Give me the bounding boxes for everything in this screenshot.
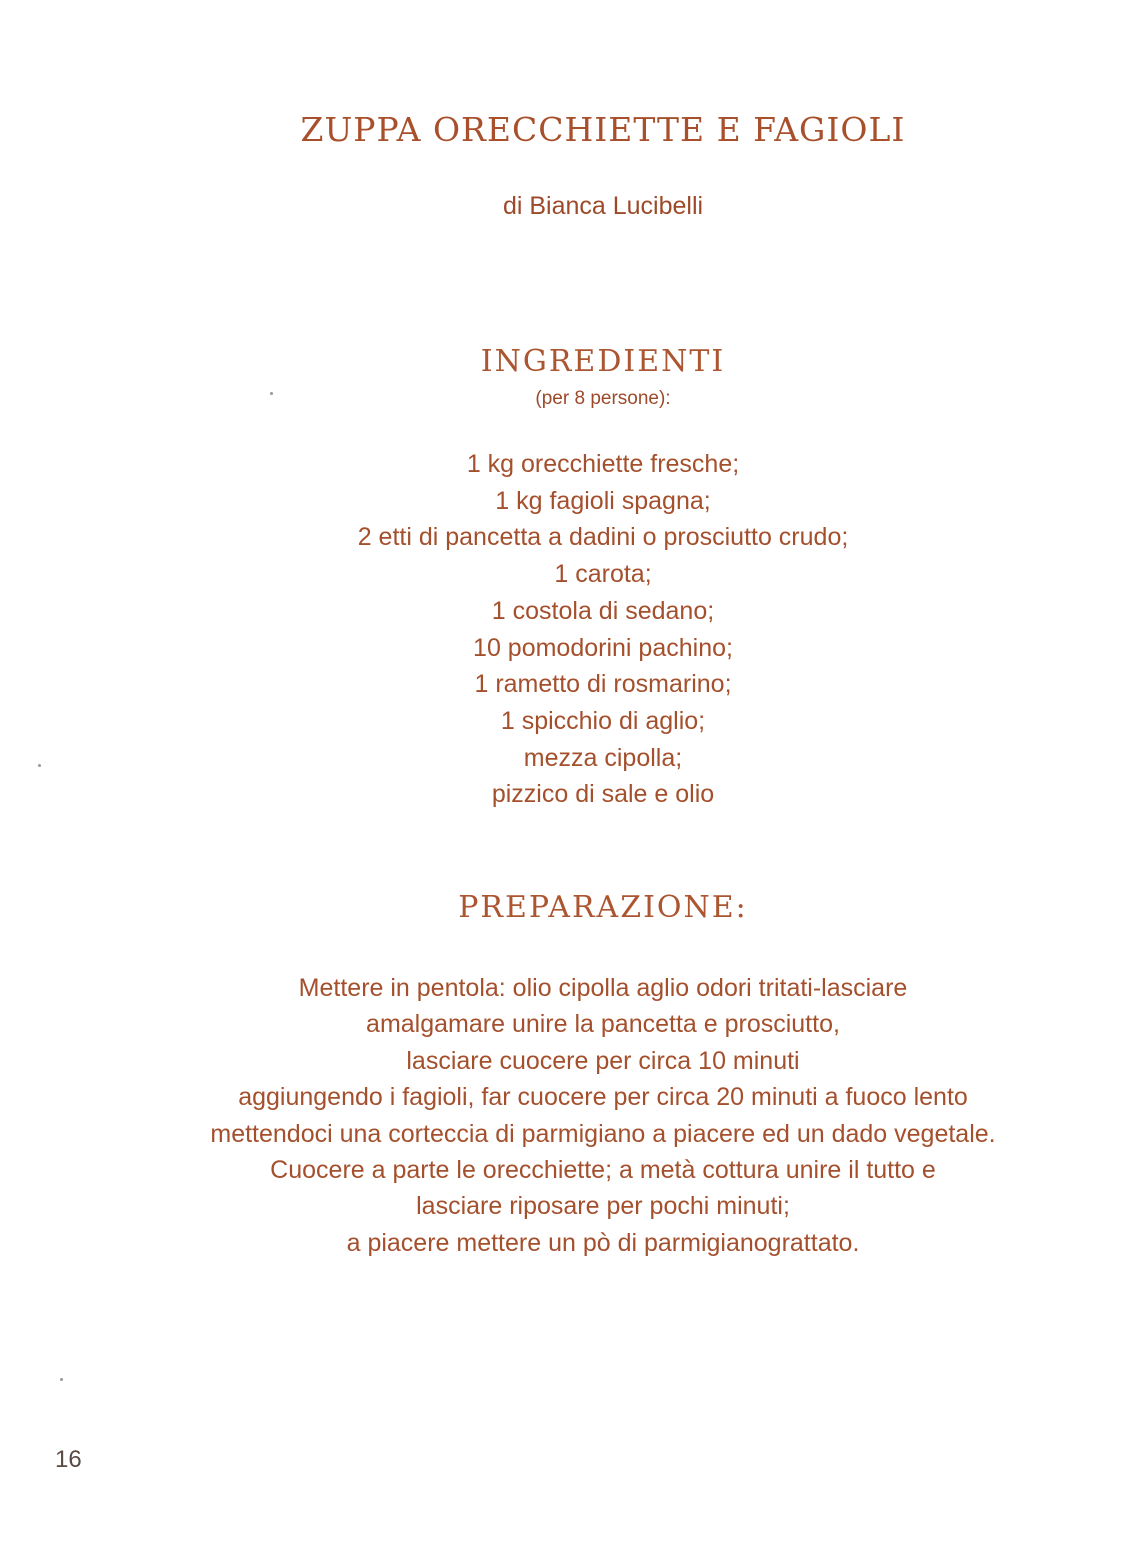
ingredient-item: 1 rametto di rosmarino; (474, 670, 732, 699)
scan-speck (270, 392, 273, 395)
ingredient-item: pizzico di sale e olio (491, 780, 715, 809)
preparation-text (0, 970, 1136, 1261)
preparation-line: lasciare cuocere per circa 10 minuti (406, 1046, 800, 1075)
page-number: 16 (55, 1446, 82, 1473)
servings-note: (per 8 persone): (535, 388, 671, 409)
scan-speck (38, 764, 41, 767)
recipe-title: ZUPPA ORECCHIETTE E FAGIOLI (300, 110, 906, 149)
ingredient-item: 10 pomodorini pachino; (473, 633, 733, 662)
preparation-line: Mettere in pentola: olio cipolla aglio odori tritati-lasciare (298, 974, 908, 1002)
ingredient-item: 1 carota; (554, 560, 652, 589)
preparation-line: amalgamare unire la pancetta e prosciutto, (366, 1010, 840, 1039)
ingredient-item: 1 spicchio di aglio; (500, 706, 706, 735)
preparation-line: Cuocere a parte le orecchiette; a metà cottura unire il tutto e (270, 1156, 936, 1185)
preparation-line: mettendoci una corteccia di parmigiano a piacere ed un dado vegetale. (210, 1119, 996, 1148)
preparation-heading: PREPARAZIONE: (458, 890, 748, 925)
ingredients-list (0, 446, 1136, 813)
preparation-line: a piacere mettere un pò di parmigianograttato. (346, 1228, 860, 1257)
recipe-author: di Bianca Lucibelli (502, 192, 704, 220)
ingredients-heading: INGREDIENTI (480, 344, 726, 379)
ingredient-item: 1 kg orecchiette fresche; (466, 450, 740, 478)
ingredient-item: 2 etti di pancetta a dadini o prosciutto crudo; (357, 523, 849, 552)
preparation-line: aggiungendo i fagioli, far cuocere per circa 20 minuti a fuoco lento (238, 1083, 968, 1112)
ingredient-item: 1 costola di sedano; (491, 596, 715, 625)
ingredient-item: 1 kg fagioli spagna; (495, 486, 711, 515)
scan-speck (60, 1378, 63, 1381)
preparation-line: lasciare riposare per pochi minuti; (416, 1192, 790, 1221)
ingredient-item: mezza cipolla; (523, 743, 683, 772)
